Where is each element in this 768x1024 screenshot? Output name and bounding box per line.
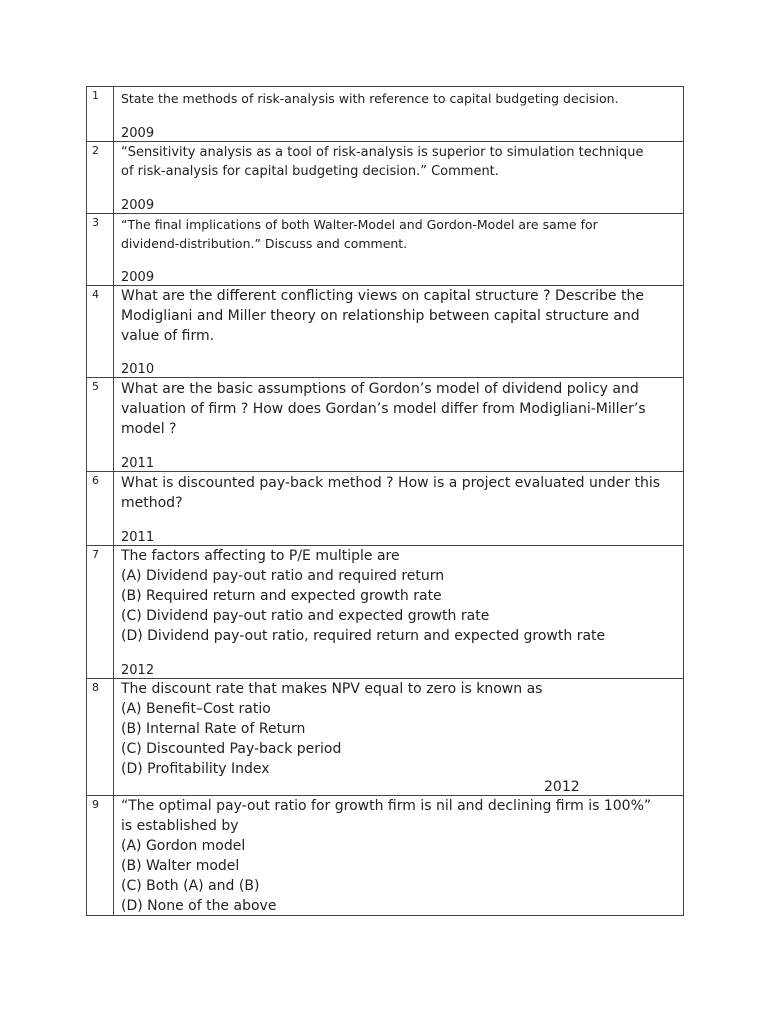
question-option: (B) Walter model	[121, 858, 240, 874]
question-number: 1	[92, 89, 99, 102]
question-row	[87, 286, 684, 378]
question-option: (D) Dividend pay-out ratio, required return and expected growth rate	[121, 628, 606, 644]
question-number-cell	[87, 679, 114, 796]
question-year: 2011	[121, 530, 155, 545]
question-row	[87, 214, 684, 286]
question-text-cell	[114, 472, 684, 546]
question-number-cell	[87, 378, 114, 472]
question-line: “The optimal pay-out ratio for growth firm is nil and declining firm is 100%”	[121, 798, 652, 814]
question-line: What is discounted pay-back method ? How is a project evaluated under this	[121, 475, 661, 491]
question-number-cell	[87, 796, 114, 916]
question-option: (B) Required return and expected growth rate	[121, 588, 442, 604]
question-option: (A) Gordon model	[121, 838, 246, 854]
question-number: 7	[92, 548, 99, 561]
question-year: 2010	[121, 362, 155, 377]
question-text-cell	[114, 679, 684, 796]
question-line: State the methods of risk-analysis with reference to capital budgeting decision.	[121, 91, 619, 106]
question-number: 2	[92, 144, 99, 157]
question-row	[87, 796, 684, 916]
question-text-cell	[114, 546, 684, 679]
question-text-cell	[114, 142, 684, 214]
question-year: 2009	[121, 126, 155, 141]
question-option: (C) Both (A) and (B)	[121, 878, 260, 894]
question-line: dividend-distribution.” Discuss and comment.	[121, 236, 408, 251]
question-year: 2011	[121, 456, 155, 471]
question-year: 2009	[121, 198, 155, 213]
question-text-cell	[114, 378, 684, 472]
question-number: 9	[92, 798, 99, 811]
question-number-cell	[87, 286, 114, 378]
question-option: (B) Internal Rate of Return	[121, 721, 306, 737]
question-line: “Sensitivity analysis as a tool of risk-analysis is superior to simulation technique	[121, 145, 644, 160]
question-number: 4	[92, 288, 99, 301]
question-line: of risk-analysis for capital budgeting decision.” Comment.	[121, 164, 499, 179]
question-line: “The final implications of both Walter-Model and Gordon-Model are same for	[121, 217, 598, 232]
question-line: What are the different conflicting views on capital structure ? Describe the	[121, 288, 644, 304]
question-text-cell	[114, 286, 684, 378]
question-row	[87, 679, 684, 796]
question-option: (D) None of the above	[121, 898, 277, 914]
question-number: 8	[92, 681, 99, 694]
question-number-cell	[87, 142, 114, 214]
question-row	[87, 378, 684, 472]
questions-table	[86, 86, 684, 916]
question-line: The factors affecting to P/E multiple are	[121, 548, 400, 564]
question-number: 5	[92, 380, 99, 393]
question-text-cell	[114, 796, 684, 916]
question-row	[87, 87, 684, 142]
question-line: method?	[121, 495, 183, 511]
question-text-cell	[114, 214, 684, 286]
question-number: 3	[92, 216, 99, 229]
question-line: valuation of firm ? How does Gordan’s model differ from Modigliani-Miller’s	[121, 401, 646, 417]
question-line: What are the basic assumptions of Gordon’s model of dividend policy and	[121, 381, 639, 397]
question-year: 2009	[121, 270, 155, 285]
question-row	[87, 546, 684, 679]
question-number-cell	[87, 87, 114, 142]
question-line: The discount rate that makes NPV equal to zero is known as	[121, 681, 543, 697]
question-year: 2012	[544, 779, 580, 795]
question-text-cell	[114, 87, 684, 142]
question-line: Modigliani and Miller theory on relationship between capital structure and	[121, 308, 640, 324]
question-line: value of firm.	[121, 328, 215, 344]
question-line: is established by	[121, 818, 239, 834]
question-number-cell	[87, 472, 114, 546]
question-number: 6	[92, 474, 99, 487]
question-option: (C) Discounted Pay-back period	[121, 741, 342, 757]
question-number-cell	[87, 214, 114, 286]
question-year: 2012	[121, 663, 155, 678]
question-row	[87, 142, 684, 214]
question-line: model ?	[121, 421, 177, 437]
question-option: (D) Profitability Index	[121, 761, 270, 777]
question-option: (A) Benefit–Cost ratio	[121, 701, 271, 717]
question-option: (C) Dividend pay-out ratio and expected growth rate	[121, 608, 490, 624]
question-row	[87, 472, 684, 546]
question-option: (A) Dividend pay-out ratio and required return	[121, 568, 445, 584]
question-number-cell	[87, 546, 114, 679]
